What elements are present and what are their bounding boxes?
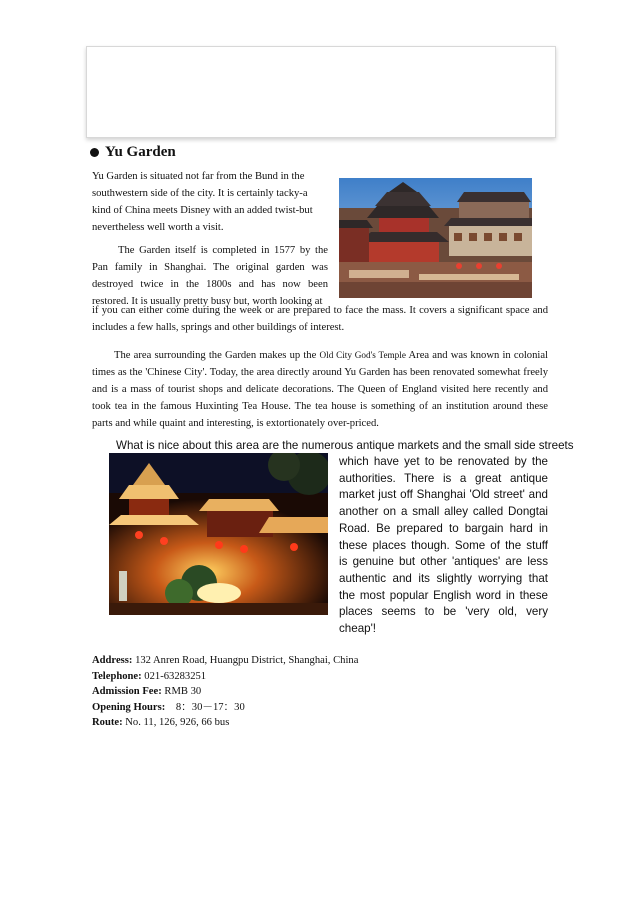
para3-after: Area and was known in colonial times as the 'Chinese City'. Today, the area directly around Yu Garden has been renovated somewhat freely and is a mass of tourist shops and delicate decorations. The Queen of England visited here recently and took tea in the famous Huxinting Tea House. The tea house is something of an institution around these parts and while quaint and interesting, is extortionately over-priced. xyxy=(92,350,548,429)
telephone-row xyxy=(92,669,358,685)
page-title xyxy=(90,144,176,161)
old-city-gods-temple: Old City God's Temple xyxy=(319,350,406,360)
telephone-label: Telephone: xyxy=(92,670,142,682)
antique-markets-first-line: What is nice about this area are the numerous antique markets and the small side streets xyxy=(116,439,574,452)
route-label: Route: xyxy=(92,717,123,728)
address-row xyxy=(92,653,358,669)
hours-row xyxy=(92,700,358,716)
address-label: Address: xyxy=(92,655,133,666)
admission-row xyxy=(92,684,358,700)
para3-before: The area surrounding the Garden makes up the xyxy=(114,350,320,361)
telephone-value: 021-63283251 xyxy=(141,670,207,682)
hours-label: Opening Hours: xyxy=(92,701,166,713)
title-text: Yu Garden xyxy=(105,144,176,160)
info-block xyxy=(92,653,358,731)
garden-history-continued: if you can either come during the week or are prepared to face the mass. It covers a significant space and includes a few halls, springs and other buildings of interest. xyxy=(92,305,548,333)
admission-label: Admission Fee: xyxy=(92,686,162,697)
hours-value: 8：30－17：30 xyxy=(165,701,245,713)
bullet-icon xyxy=(90,148,99,157)
address-value: 132 Anren Road, Huangpu District, Shanghai, China xyxy=(132,655,359,666)
intro-paragraph: Yu Garden is situated not far from the Bund in the southwestern side of the city. It is certainly tacky-a kind of China meets Disney with an added twist-but nevertheless well worth a visit. xyxy=(92,171,313,233)
route-row xyxy=(92,715,358,731)
header-box xyxy=(86,46,556,138)
antique-markets-paragraph: which have yet to be renovated by the authorities. There is a great antique market just off Shanghai 'Old street' and another on a small alley called Dongtai Road. Be prepared to bargain hard in these places though. Some of the stuff is genuine but other 'antiques' are less authentic and its slightly worrying that the most popular English word in these places seems to be 'very old, very cheap'! xyxy=(339,455,548,636)
garden-history-paragraph: The Garden itself is completed in 1577 by the Pan family in Shanghai. The original garden was destroyed twice in the 1800s and has now been restored. It is usually pretty busy but, worth looking at xyxy=(92,245,328,307)
surrounding-area-paragraph xyxy=(92,347,548,432)
admission-value: RMB 30 xyxy=(161,686,202,697)
route-value: No. 11, 126, 926, 66 bus xyxy=(122,717,230,728)
yu-garden-pagoda-photo xyxy=(339,178,532,298)
yu-garden-night-photo xyxy=(109,453,328,615)
